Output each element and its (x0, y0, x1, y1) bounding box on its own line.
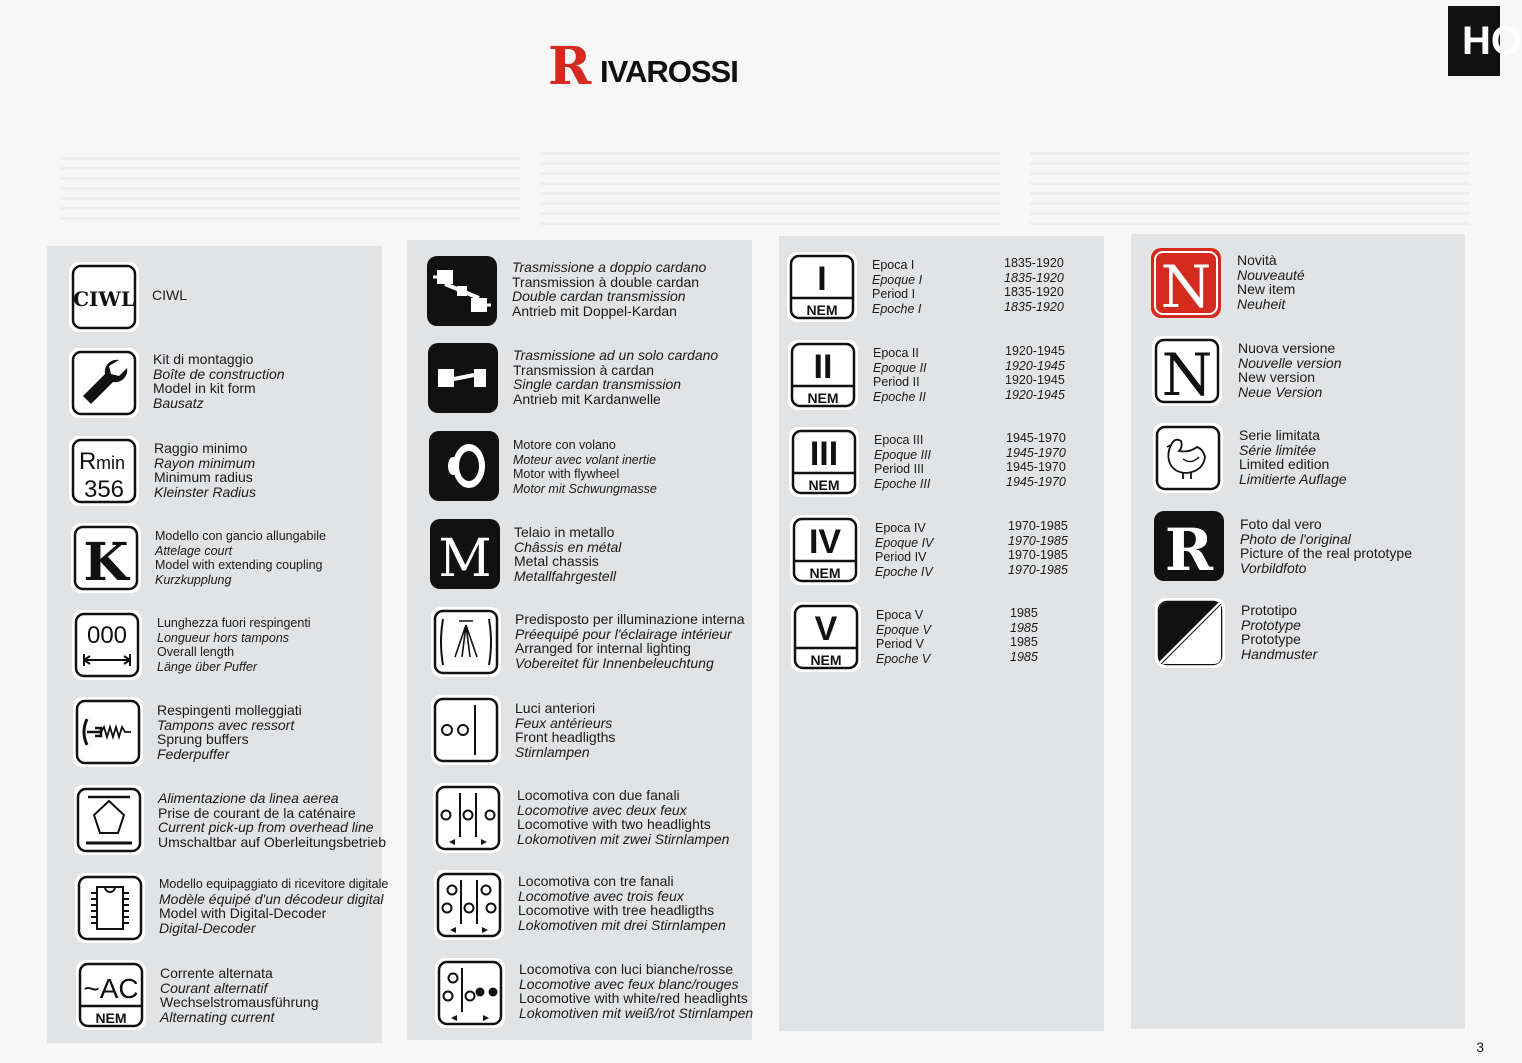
legend-line: Digital-Decoder (159, 919, 256, 936)
epoch-year: 1985 (1010, 649, 1038, 664)
legend-line: Modèle équipé d'un décodeur digital (159, 890, 384, 907)
svg-text:~AC: ~AC (83, 973, 139, 1004)
svg-text:NEM: NEM (807, 390, 839, 406)
legend-line: Kleinster Radius (154, 483, 256, 500)
legend-line: Limitierte Auflage (1239, 470, 1347, 487)
epoch-iii-nem-icon (789, 427, 859, 497)
epoch-iv-nem-icon (790, 515, 860, 585)
legend-line: Antrieb mit Kardanwelle (513, 390, 661, 407)
legend-line: Lokomotiven mit drei Stirnlampen (518, 916, 726, 933)
legend-text (1237, 253, 1305, 311)
legend-text (1241, 603, 1317, 661)
svg-text:NEM: NEM (806, 302, 838, 318)
legend-column-4 (1131, 234, 1465, 1029)
legend-column-3-epochs (779, 236, 1104, 1031)
legend-text (518, 874, 726, 932)
epoch-labels (874, 433, 931, 491)
legend-line: Locomotive with tree headligths (518, 902, 715, 919)
interior-lighting-icon (431, 607, 501, 677)
legend-line: Epoche IV (875, 564, 933, 579)
legend-text (513, 438, 657, 496)
legend-line: Motore con volano (513, 438, 616, 452)
legend-line: Metal chassis (514, 553, 599, 570)
epoch-year: 1835-1920 (1004, 270, 1064, 285)
legend-line: Double cardan transmission (512, 288, 686, 305)
legend-line: Modello con gancio allungabile (155, 529, 326, 543)
legend-line: Attelage court (155, 543, 233, 558)
two-headlights-icon (433, 783, 503, 853)
legend-line: Nuova versione (1238, 340, 1336, 356)
legend-line: Serie limitata (1239, 427, 1320, 443)
legend-text (515, 701, 615, 759)
min-radius-icon (69, 436, 139, 506)
legend-line: Current pick-up from overhead line (158, 819, 374, 836)
legend-line: Luci anteriori (515, 700, 596, 716)
legend-line: Kurzkupplung (155, 572, 232, 587)
svg-text:K: K (83, 532, 129, 593)
white-red-lights-icon (435, 958, 505, 1028)
legend-line: Epoche II (873, 389, 926, 404)
prototype-icon (1155, 598, 1225, 668)
svg-text:R: R (79, 448, 97, 475)
legend-line: Minimum radius (154, 469, 253, 486)
legend-line: Prototype (1241, 631, 1301, 648)
svg-text:N: N (1161, 341, 1213, 409)
legend-line: Epoque III (874, 447, 931, 462)
legend-text (153, 352, 285, 410)
epoch-year: 1835-1920 (1004, 285, 1064, 300)
legend-line: Préequipé pour l'éclairage intérieur (515, 625, 732, 642)
legend-line: Vobereitet für Innenbeleuchtung (515, 654, 714, 671)
legend-line: Prototype (1241, 616, 1301, 633)
epoch-year: 1920-1945 (1005, 387, 1065, 402)
epoch-years (1006, 431, 1066, 489)
legend-line: Locomotive with two headlights (517, 816, 711, 833)
ciwl-icon-text: CIWL (73, 287, 135, 311)
legend-line: Model in kit form (153, 380, 256, 397)
brand-logo-wordmark: IVAROSSI (600, 54, 738, 89)
epoch-labels (873, 346, 927, 404)
epoch-year: 1985 (1010, 635, 1038, 650)
legend-line: Kit di montaggio (153, 351, 254, 367)
svg-text:min: min (96, 453, 126, 473)
epoch-years (1010, 606, 1038, 664)
epoch-labels (872, 258, 922, 316)
epoch-year: 1985 (1010, 606, 1038, 620)
epoch-i-nem-icon (787, 252, 857, 322)
legend-line: Epoque II (873, 360, 927, 375)
legend-text (512, 260, 706, 318)
legend-line: Period V (876, 637, 924, 652)
legend-line: Motor with flywheel (513, 467, 620, 482)
legend-text (159, 877, 388, 935)
svg-text:356: 356 (83, 476, 125, 503)
ac-nem-icon (76, 960, 146, 1030)
legend-text (513, 348, 718, 406)
show-through-text (1030, 145, 1470, 225)
show-through-text (540, 145, 1000, 225)
wrench-icon (69, 348, 139, 418)
legend-line: Epoca III (874, 433, 924, 447)
legend-line: Motor mit Schwungmasse (513, 481, 657, 496)
epoch-year: 1985 (1010, 620, 1038, 635)
svg-text:NEM: NEM (809, 565, 841, 581)
epoch-labels (876, 608, 931, 666)
legend-line: Locomotive avec feux blanc/rouges (519, 975, 739, 992)
svg-text:III: III (809, 435, 839, 473)
legend-line: Epoque IV (875, 535, 934, 550)
legend-text (517, 788, 729, 846)
brand-logo-initial: R (548, 36, 590, 97)
legend-text (514, 525, 621, 583)
legend-line: Nouvelle version (1238, 354, 1342, 371)
svg-text:R: R (1164, 516, 1214, 584)
legend-line: Lunghezza fuori respingenti (157, 616, 311, 630)
single-cardan-icon (428, 343, 498, 413)
legend-line: Respingenti molleggiati (157, 702, 302, 718)
legend-line: Alternating current (160, 1008, 275, 1025)
legend-line: Epoca V (876, 608, 924, 622)
legend-line: Foto dal vero (1240, 516, 1322, 532)
digital-decoder-icon (75, 873, 145, 943)
legend-line: Predisposto per illuminazione interna (515, 611, 745, 627)
legend-text (160, 966, 318, 1024)
epoch-labels (875, 521, 933, 579)
legend-line: Neuheit (1237, 295, 1286, 312)
legend-text (1240, 517, 1412, 575)
legend-line: Epoche I (872, 301, 922, 316)
limited-edition-hen-icon (1153, 423, 1223, 493)
legend-line: Novità (1237, 252, 1277, 268)
legend-line: Epoche V (876, 651, 931, 666)
legend-text (157, 616, 311, 674)
legend-line: Sprung buffers (157, 731, 249, 748)
legend-column-1 (47, 246, 389, 1043)
svg-text:V: V (814, 610, 838, 648)
legend-line: Modello equipaggiato di ricevitore digitale (159, 877, 389, 891)
legend-line: Epoca II (873, 346, 919, 360)
epoch-years (1008, 519, 1068, 577)
ciwl-icon (69, 262, 139, 332)
svg-text:IV: IV (808, 523, 842, 561)
epoch-year: 1920-1945 (1005, 344, 1065, 358)
flywheel-icon (429, 431, 499, 501)
legend-line: Locomotiva con luci bianche/rosse (519, 961, 734, 977)
svg-text:M: M (438, 529, 492, 589)
legend-line: Telaio in metallo (514, 524, 615, 540)
svg-text:NEM: NEM (95, 1010, 127, 1026)
legend-line: New item (1237, 281, 1296, 298)
epoch-years (1004, 256, 1064, 314)
legend-line: Transmission à cardan (513, 361, 655, 378)
legend-line: Limited edition (1239, 456, 1330, 473)
epoch-year: 1945-1970 (1006, 460, 1066, 475)
legend-line: Metallfahrgestell (514, 567, 616, 584)
epoch-years (1005, 344, 1065, 402)
legend-line: New version (1238, 369, 1316, 386)
legend-line: Umschaltbar auf Oberleitungsbetrieb (158, 833, 387, 850)
legend-text (152, 288, 187, 303)
page-number: 3 (1476, 1039, 1484, 1055)
epoch-year: 1835-1920 (1004, 299, 1064, 314)
legend-line: Nouveauté (1237, 266, 1305, 283)
double-cardan-icon (427, 256, 497, 326)
legend-line: Transmission à double cardan (512, 273, 700, 290)
legend-line: Model with Digital-Decoder (159, 905, 327, 922)
legend-line: Photo de l'original (1240, 530, 1351, 547)
real-prototype-r-icon (1154, 511, 1224, 584)
legend-line: Locomotive with white/red headlights (519, 990, 748, 1007)
legend-line: Single cardan transmission (513, 376, 682, 393)
legend-line: Front headligths (515, 729, 616, 746)
epoch-year: 1970-1985 (1008, 519, 1068, 533)
legend-line: Lokomotiven mit zwei Stirnlampen (517, 830, 730, 847)
legend-line: Period I (872, 287, 916, 302)
legend-text (1238, 341, 1342, 399)
epoch-year: 1945-1970 (1006, 445, 1066, 460)
legend-line: Alimentazione da linea aerea (158, 790, 339, 806)
legend-line: Period IV (875, 550, 927, 565)
legend-line: Picture of the real prototype (1240, 545, 1412, 562)
epoch-year: 1920-1945 (1005, 373, 1065, 388)
legend-text (154, 441, 256, 499)
legend-line: Arranged for internal lighting (515, 640, 691, 657)
legend-line: Prototipo (1241, 602, 1298, 618)
legend-line: CIWL (152, 287, 187, 303)
legend-line: Bausatz (153, 394, 204, 411)
epoch-year: 1920-1945 (1005, 358, 1065, 373)
legend-line: Série limitée (1239, 441, 1317, 458)
legend-line: Period II (873, 375, 920, 390)
legend-line: Longueur hors tampons (157, 630, 290, 645)
legend-text (1239, 428, 1347, 486)
legend-line: Châssis en métal (514, 538, 622, 555)
show-through-text (60, 150, 520, 220)
legend-line: Locomotiva con due fanali (517, 787, 680, 803)
legend-line: Länge über Puffer (157, 659, 258, 674)
legend-line: Epoca IV (875, 521, 926, 535)
legend-line: Lokomotiven mit weiß/rot Stirnlampen (519, 1004, 754, 1021)
legend-line: Corrente alternata (160, 965, 273, 981)
svg-text:NEM: NEM (808, 477, 840, 493)
legend-line: Period III (874, 462, 925, 477)
legend-line: Epoca I (872, 258, 915, 272)
legend-line: Federpuffer (157, 745, 230, 762)
legend-line: Locomotive avec trois feux (518, 887, 684, 904)
legend-line: Trasmissione ad un solo cardano (513, 347, 719, 363)
epoch-year: 1945-1970 (1006, 431, 1066, 445)
legend-text (515, 612, 745, 670)
legend-line: Epoque I (872, 272, 923, 287)
svg-text:II: II (813, 348, 833, 386)
three-headlights-icon (434, 870, 504, 940)
legend-line: Tampons avec ressort (157, 716, 295, 733)
epoch-v-nem-icon (791, 602, 861, 672)
pantograph-icon (74, 785, 144, 855)
epoch-year: 1945-1970 (1006, 474, 1066, 489)
legend-text (155, 529, 326, 587)
legend-line: Locomotive avec deux feux (517, 801, 687, 818)
legend-line: Epoche III (874, 476, 931, 491)
epoch-year: 1970-1985 (1008, 533, 1068, 548)
epoch-year: 1835-1920 (1004, 256, 1064, 270)
front-lights-icon (431, 695, 501, 765)
k-coupling-icon (71, 523, 141, 593)
legend-line: Boîte de construction (153, 365, 285, 382)
legend-line: Rayon minimum (154, 454, 256, 471)
epoch-year: 1970-1985 (1008, 548, 1068, 563)
svg-text:N: N (1160, 253, 1212, 321)
page-tab: HO (1448, 6, 1500, 76)
legend-line: Handmuster (1241, 645, 1318, 662)
new-version-n-icon (1152, 336, 1222, 409)
svg-text:000: 000 (86, 622, 128, 649)
svg-text:NEM: NEM (810, 652, 842, 668)
legend-line: Locomotiva con tre fanali (518, 873, 674, 889)
legend-line: Prise de courant de la caténaire (158, 804, 356, 821)
new-item-red-n-icon (1151, 248, 1221, 321)
legend-line: Epoque V (876, 622, 931, 637)
legend-line: Stirnlampen (515, 743, 590, 760)
overall-length-icon (72, 610, 142, 680)
legend-text (157, 703, 302, 761)
sprung-buffer-icon (73, 697, 143, 767)
svg-text:I: I (817, 260, 827, 298)
legend-text (519, 962, 753, 1020)
legend-line: Feux antérieurs (515, 714, 613, 731)
legend-line: Moteur avec volant inertie (513, 452, 657, 467)
legend-line: Neue Version (1238, 383, 1323, 400)
metal-chassis-icon (430, 519, 500, 589)
epoch-year: 1970-1985 (1008, 562, 1068, 577)
legend-text (158, 791, 386, 849)
legend-line: Courant alternatif (160, 979, 268, 996)
legend-line: Vorbildfoto (1240, 559, 1307, 576)
legend-column-2 (407, 240, 752, 1040)
legend-line: Model with extending coupling (155, 558, 323, 573)
epoch-ii-nem-icon (788, 340, 858, 410)
legend-line: Wechselstromausführung (160, 994, 319, 1011)
legend-line: Raggio minimo (154, 440, 248, 456)
legend-line: Antrieb mit Doppel-Kardan (512, 302, 677, 319)
legend-line: Trasmissione a doppio cardano (512, 259, 707, 275)
legend-line: Overall length (157, 645, 235, 660)
